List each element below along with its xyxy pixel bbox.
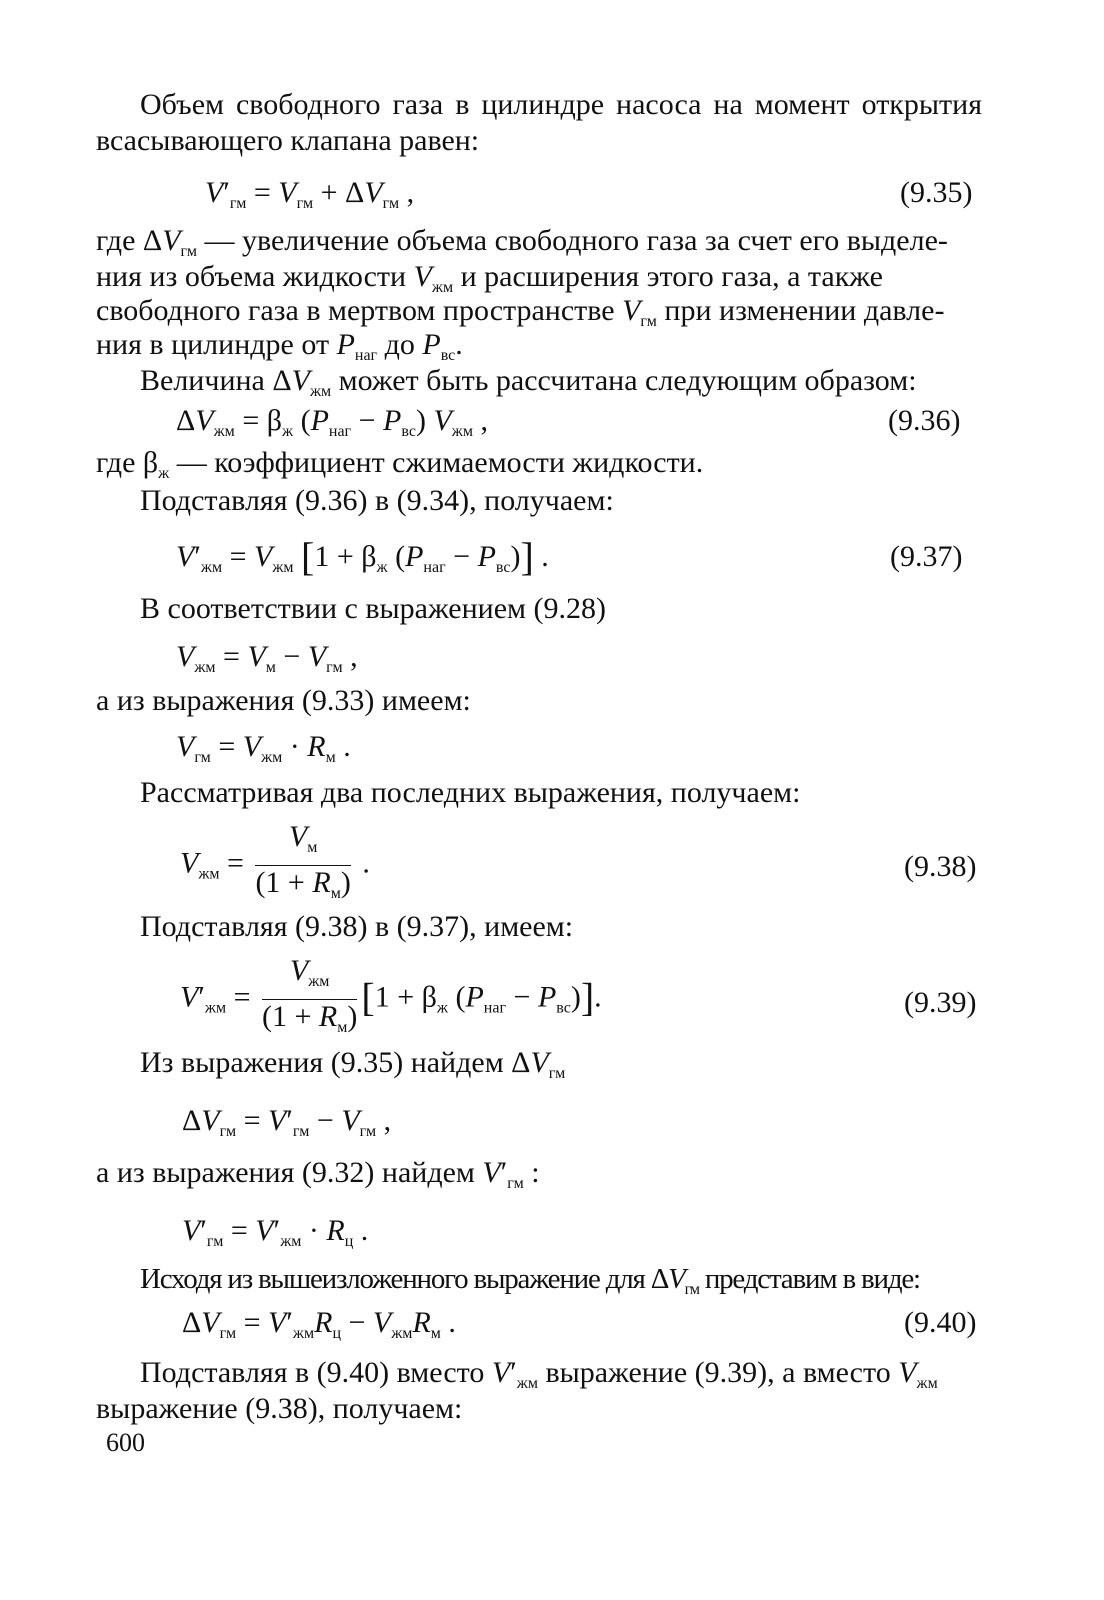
equation-number: (9.38) <box>904 850 977 883</box>
paragraph-line: Рассматривая два последних выражения, получаем: <box>140 776 801 809</box>
paragraph-line: всасывающего клапана равен: <box>96 124 480 157</box>
equation-vgm: $V_{гм} = V_{жм} \cdot R_м$ . <box>176 730 351 766</box>
paragraph-line: Исходя из вышеизложенного выражение для $\Delta V_{гм}$ представим в виде: <box>140 1263 920 1298</box>
equation-number: (9.37) <box>890 540 963 573</box>
paragraph-line: выражение (9.38), получаем: <box>96 1392 463 1425</box>
equation-vgm-prime: $V'_{гм} = V'_{жм} \cdot R_ц$ . <box>182 1214 369 1250</box>
paragraph-line: где $\beta_ж$ — коэффициент сжимаемости жидкости. <box>96 446 704 482</box>
paragraph-line: ния в цилиндре от $P_{наг}$ до $P_{вс}$. <box>96 328 463 364</box>
equation-9-35: $V'_{гм} = V_{гм} + \Delta V_{гм}$ , <box>205 176 415 212</box>
equation-9-39: $V'_{жм}$ = $\frac{V_{жм}}{(1 + R_м)}$ [$1 + \beta_ж$ $(P_{наг} - P_{вс})$]. <box>180 954 602 1036</box>
paragraph-line: свободного газа в мертвом пространстве $V_{гм}$ при изменении давле- <box>96 294 945 330</box>
paragraph-line: Подставляя (9.36) в (9.34), получаем: <box>140 484 614 517</box>
equation-9-36: $\Delta V_{жм} = \beta_ж$ $(P_{наг} - P_{вс})$ $V_{жм}$ , <box>176 404 488 440</box>
paragraph-line: а из выражения (9.33) имеем: <box>96 684 471 717</box>
paragraph-line: Величина $\Delta V_{жм}$ может быть рассчитана следующим образом: <box>140 364 917 400</box>
equation-9-40: $\Delta V_{гм} = V'_{жм}R_ц - V_{жм}R_м$ . <box>182 1306 456 1342</box>
equation-number: (9.35) <box>900 176 973 209</box>
page-number: 600 <box>106 1428 145 1457</box>
equation-number: (9.36) <box>888 404 961 437</box>
paragraph-line: Объем свободного газа в цилиндре насоса на момент открытия <box>140 88 982 121</box>
equation-number: (9.40) <box>904 1306 977 1339</box>
paragraph-line: а из выражения (9.32) найдем $V'_{гм}$ : <box>96 1156 540 1192</box>
paragraph-line: В соответствии с выражением (9.28) <box>140 592 607 625</box>
paragraph-line: где $\Delta V_{гм}$ — увеличение объема свободного газа за счет его выделе- <box>96 224 948 260</box>
equation-vzhm: $V_{жм} = V_м - V_{гм}$ , <box>176 640 358 676</box>
equation-number: (9.39) <box>904 986 977 1019</box>
paragraph-line: Подставляя (9.38) в (9.37), имеем: <box>140 910 574 943</box>
paragraph-line: Подставляя в (9.40) вместо $V'_{жм}$ выражение (9.39), а вместо $V_{жм}$ <box>140 1356 938 1392</box>
equation-9-38: $V_{жм}$ = $\frac{V_м}{(1 + R_м)}$ . <box>180 820 370 902</box>
equation-9-37: $V'_{жм} = V_{жм}$ [$1 + \beta_ж$ $(P_{наг} - P_{вс})$] . <box>176 534 549 579</box>
paragraph-line: ния из объема жидкости $V_{жм}$ и расширения этого газа, а также <box>96 260 883 296</box>
equation-dvgm: $\Delta V_{гм} = V'_{гм} - V_{гм}$ , <box>182 1104 392 1140</box>
paragraph-line: Из выражения (9.35) найдем $\Delta V_{гм}$ <box>140 1046 566 1082</box>
